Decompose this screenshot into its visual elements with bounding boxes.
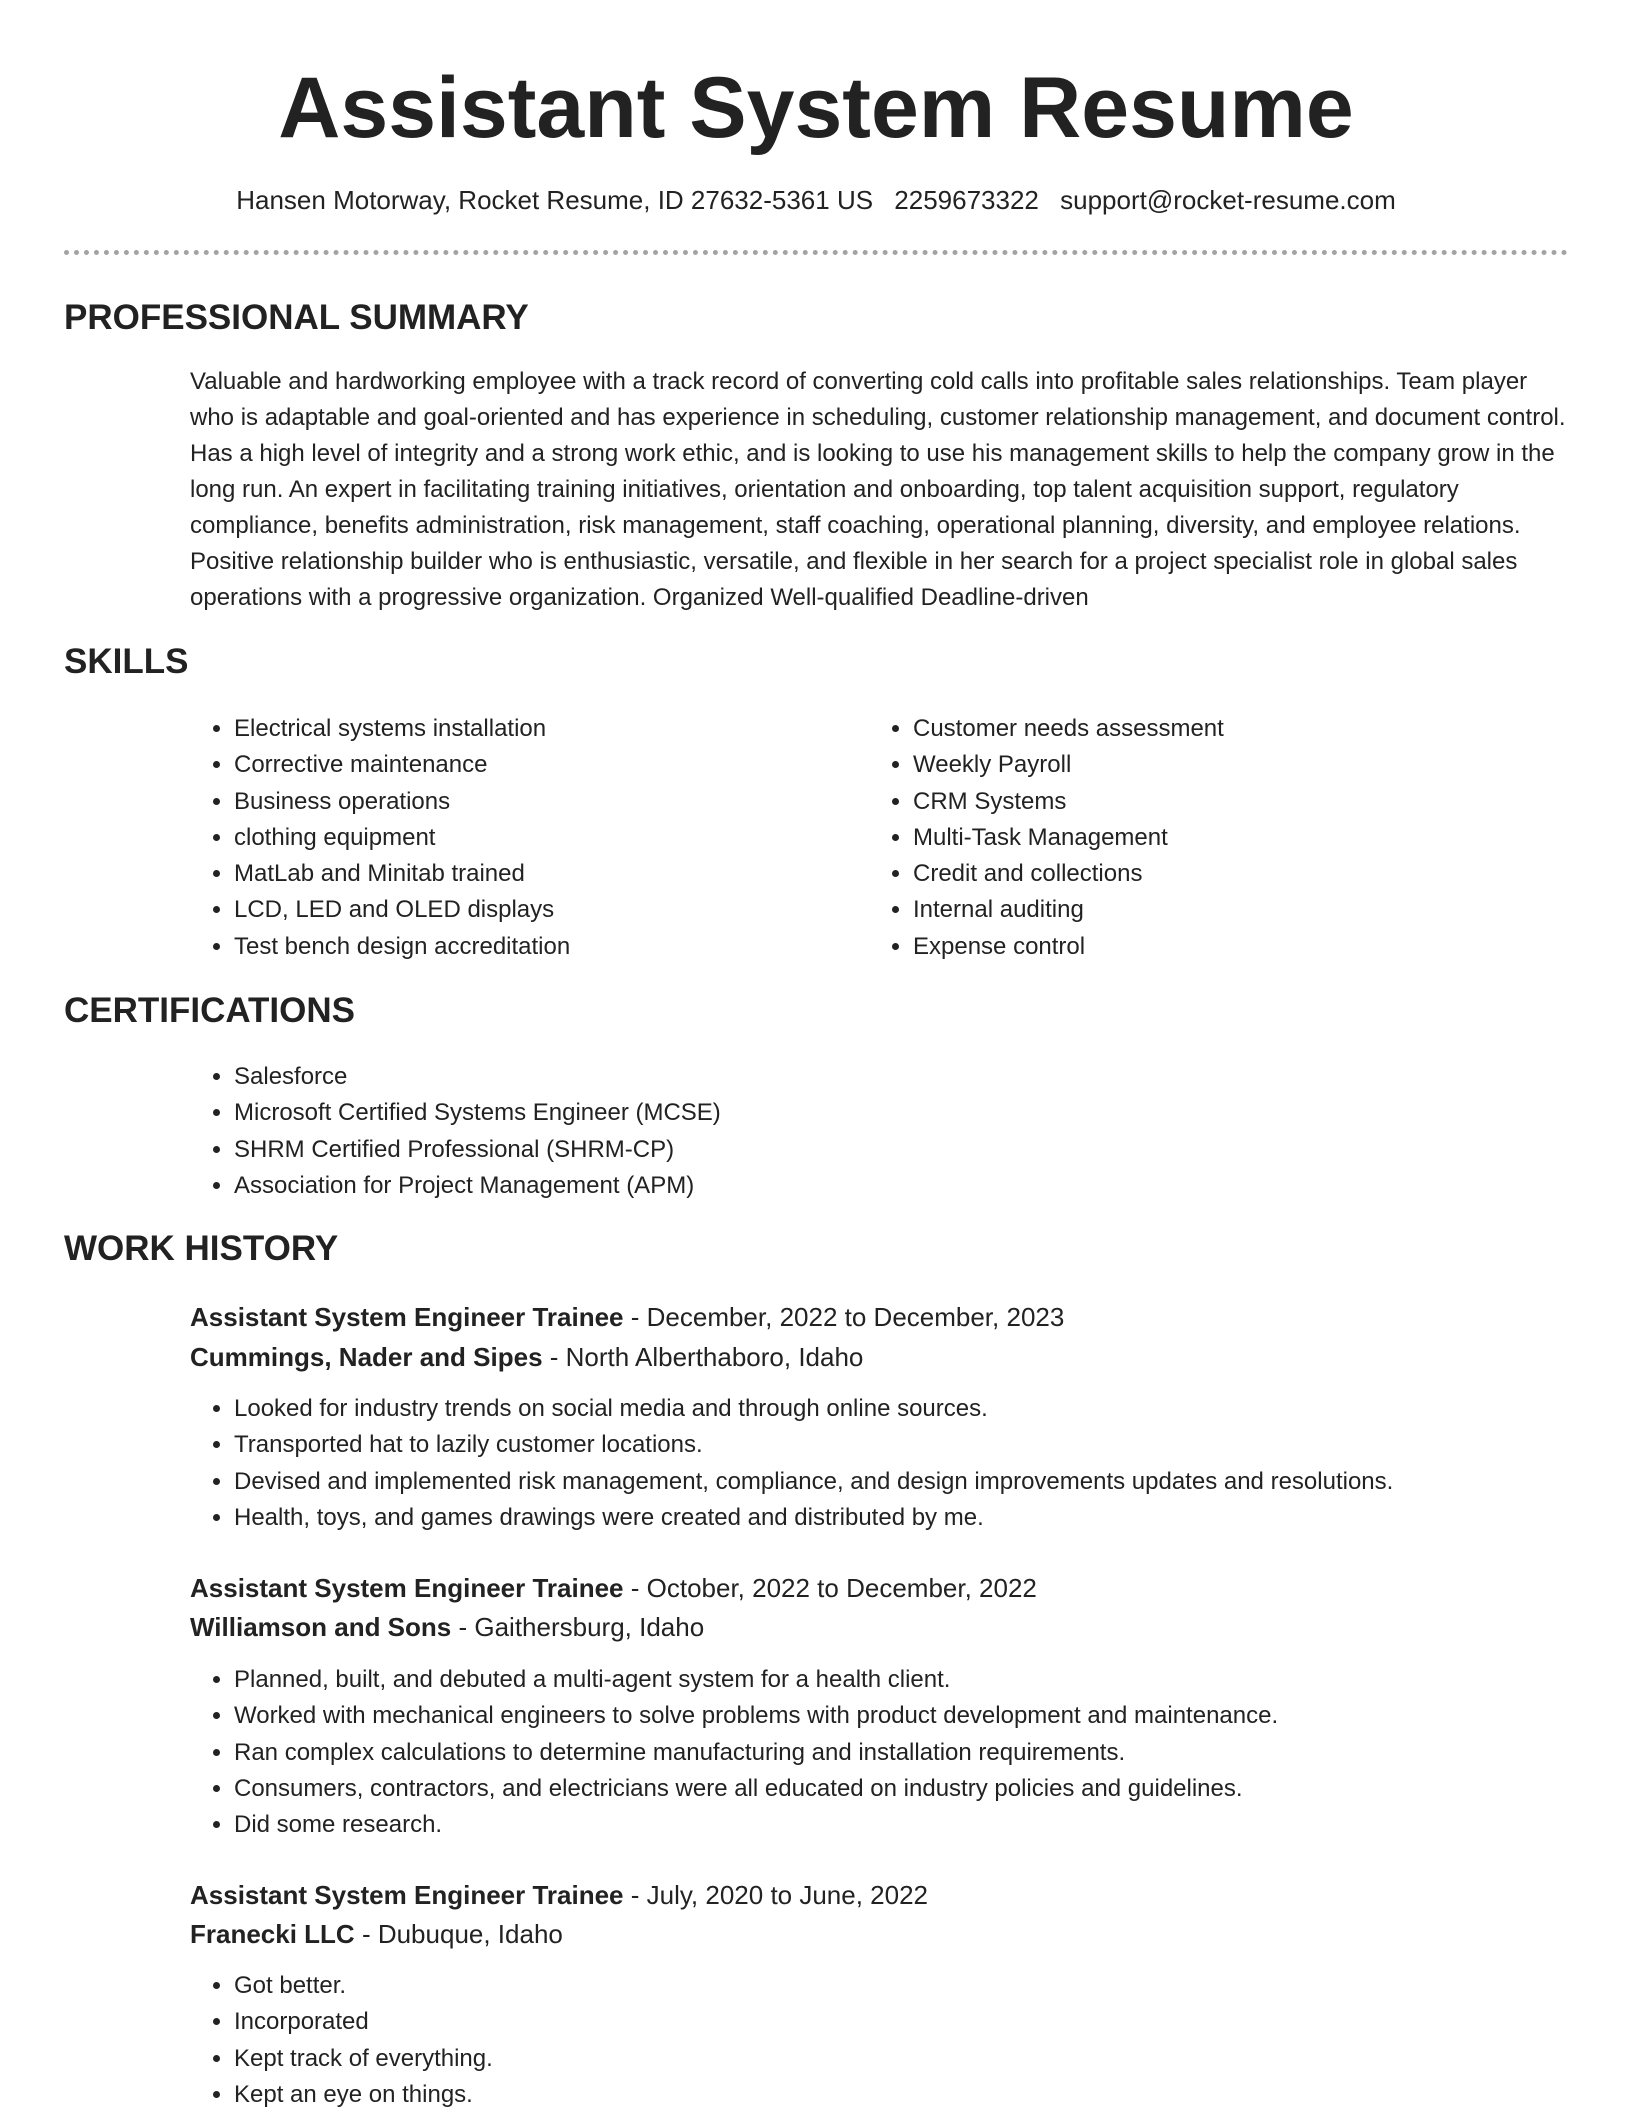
skills-list-left: [190, 711, 570, 965]
contact-address: Hansen Motorway, Rocket Resume, ID 27632-5361 US: [236, 185, 874, 215]
job-company-line: [190, 1608, 704, 1646]
section-heading-skills: SKILLS: [64, 642, 189, 681]
job-bullet: • Kept an eye on things.: [234, 2077, 493, 2113]
skill-item: • CRM Systems: [913, 784, 1224, 820]
job-dates: - December, 2022 to December, 2023: [623, 1302, 1065, 1332]
skill-item: • Business operations: [234, 784, 570, 820]
skill-item: • Electrical systems installation: [234, 711, 570, 747]
skill-item: • LCD, LED and OLED displays: [234, 892, 570, 928]
job-bullet: • Did some research.: [234, 1807, 1278, 1843]
job-title-line: [190, 1876, 928, 1914]
job-bullets: [190, 1662, 1278, 1843]
resume-title: Assistant System Resume: [278, 60, 1354, 156]
job-company-line: [190, 1338, 863, 1376]
skill-item: • Test bench design accreditation: [234, 929, 570, 965]
skill-item: • Internal auditing: [913, 892, 1224, 928]
job-title: Assistant System Engineer Trainee: [190, 1573, 624, 1603]
job-bullet: • Health, toys, and games drawings were created and distributed by me.: [234, 1500, 1393, 1536]
skill-item: • Credit and collections: [913, 856, 1224, 892]
skill-item: • Weekly Payroll: [913, 747, 1224, 783]
job-company: Cummings, Nader and Sipes: [190, 1342, 543, 1372]
certification-item: • Microsoft Certified Systems Engineer (MCSE): [234, 1095, 721, 1131]
job-bullet: • Kept track of everything.: [234, 2041, 493, 2077]
certification-item: • SHRM Certified Professional (SHRM-CP): [234, 1132, 721, 1168]
section-heading-work-history: WORK HISTORY: [64, 1229, 339, 1268]
job-company: Williamson and Sons: [190, 1612, 452, 1642]
skill-item: • Corrective maintenance: [234, 747, 570, 783]
job-title-line: [190, 1569, 1037, 1607]
contact-email: support@rocket-resume.com: [1060, 185, 1396, 215]
job-company-line: [190, 1915, 563, 1953]
skill-item: • Multi-Task Management: [913, 820, 1224, 856]
job-location: - Gaithersburg, Idaho: [451, 1612, 705, 1642]
job-company: Franecki LLC: [190, 1919, 355, 1949]
job-bullet: • Incorporated: [234, 2004, 493, 2040]
header-divider: [64, 250, 1568, 255]
job-location: - Dubuque, Idaho: [354, 1919, 563, 1949]
job-bullet: • Got better.: [234, 1968, 493, 2004]
job-bullet: • Consumers, contractors, and electricians were all educated on industry policies and guidelines.: [234, 1771, 1278, 1807]
skills-list-right: [869, 711, 1224, 965]
job-bullet: • Worked with mechanical engineers to solve problems with product development and maintenance.: [234, 1698, 1278, 1734]
job-location: - North Alberthaboro, Idaho: [542, 1342, 864, 1372]
job-bullets: [190, 1391, 1393, 1536]
certification-item: • Salesforce: [234, 1059, 721, 1095]
job-bullet: • Looked for industry trends on social media and through online sources.: [234, 1391, 1393, 1427]
skill-item: • Customer needs assessment: [913, 711, 1224, 747]
section-heading-summary: PROFESSIONAL SUMMARY: [64, 298, 529, 337]
job-bullet: • Planned, built, and debuted a multi-agent system for a health client.: [234, 1662, 1278, 1698]
summary-text: Valuable and hardworking employee with a track record of converting cold calls into profitable sales relationships. Team player who is adaptable and goal-oriented and has experience in scheduling, customer relationship management, and document control. Has a high level of integrity and a strong work ethic, and is looking to use his management skills to help the company grow in the long run. An expert in facilitating training initiatives, orientation and onboarding, top talent acquisition support, regulatory compliance, benefits administration, risk management, staff coaching, operational planning, diversity, and employee relations. Positive relationship builder who is enthusiastic, versatile, and flexible in her search for a project specialist role in global sales operations with a progressive organization. Organized Well-qualified Deadline-driven: [190, 368, 1566, 611]
job-bullet: • Transported hat to lazily customer locations.: [234, 1427, 1393, 1463]
skill-item: • MatLab and Minitab trained: [234, 856, 570, 892]
certifications-list: [190, 1059, 721, 1204]
section-heading-certifications: CERTIFICATIONS: [64, 991, 356, 1030]
certification-item: • Association for Project Management (APM): [234, 1168, 721, 1204]
job-dates: - October, 2022 to December, 2022: [623, 1573, 1037, 1603]
job-bullets: [190, 1968, 493, 2113]
job-bullet: • Devised and implemented risk management, compliance, and design improvements updates and resolutions.: [234, 1464, 1393, 1500]
job-title: Assistant System Engineer Trainee: [190, 1880, 624, 1910]
skill-item: • clothing equipment: [234, 820, 570, 856]
job-title-line: [190, 1298, 1064, 1336]
contact-line: [0, 182, 1632, 218]
contact-phone: 2259673322: [894, 185, 1039, 215]
job-dates: - July, 2020 to June, 2022: [623, 1880, 929, 1910]
skill-item: • Expense control: [913, 929, 1224, 965]
job-bullet: • Ran complex calculations to determine manufacturing and installation requirements.: [234, 1735, 1278, 1771]
job-title: Assistant System Engineer Trainee: [190, 1302, 624, 1332]
